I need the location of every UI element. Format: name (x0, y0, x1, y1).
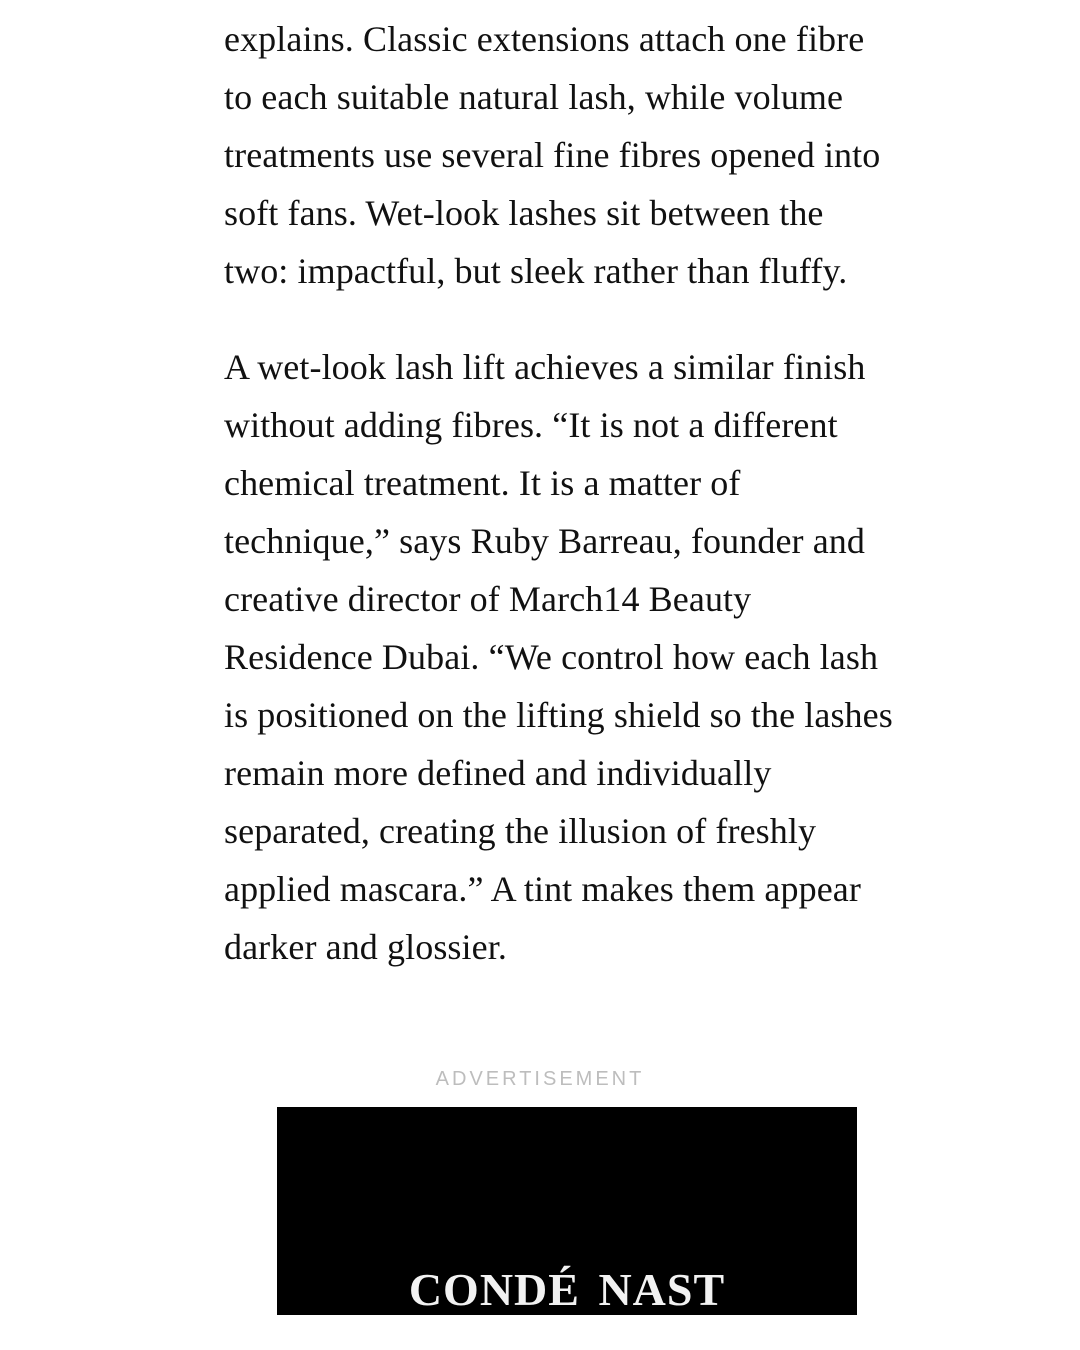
article-paragraph (224, 338, 924, 976)
paragraph-line: technique,” says Ruby Barreau, founder and (224, 521, 865, 561)
article-paragraph (224, 10, 924, 300)
paragraph-line: applied mascara.” A tint makes them appear (224, 869, 861, 909)
article-body (224, 10, 924, 976)
paragraph-line: separated, creating the illusion of freshly (224, 811, 817, 851)
paragraph-line: is positioned on the lifting shield so the lashes (224, 695, 893, 735)
paragraph-line: to each suitable natural lash, while volume (224, 77, 844, 117)
paragraph-line: two: impactful, but sleek rather than fluffy. (224, 251, 848, 291)
advertisement-banner[interactable] (277, 1107, 857, 1315)
paragraph-line: chemical treatment. It is a matter of (224, 463, 741, 503)
paragraph-line: without adding fibres. “It is not a different (224, 405, 838, 445)
conde-nast-logo: CONDÉ NAST (408, 1264, 726, 1315)
paragraph-line: soft fans. Wet-look lashes sit between the (224, 193, 824, 233)
paragraph-line: A wet-look lash lift achieves a similar finish (224, 347, 866, 387)
paragraph-line: remain more defined and individually (224, 753, 772, 793)
advertisement-label: ADVERTISEMENT (435, 1068, 645, 1090)
paragraph-line: treatments use several fine fibres opened into (224, 135, 881, 175)
paragraph-line: creative director of March14 Beauty (224, 579, 752, 619)
paragraph-line: Residence Dubai. “We control how each lash (224, 637, 879, 677)
paragraph-line: explains. Classic extensions attach one fibre (224, 19, 865, 59)
paragraph-line: darker and glossier. (224, 927, 507, 967)
